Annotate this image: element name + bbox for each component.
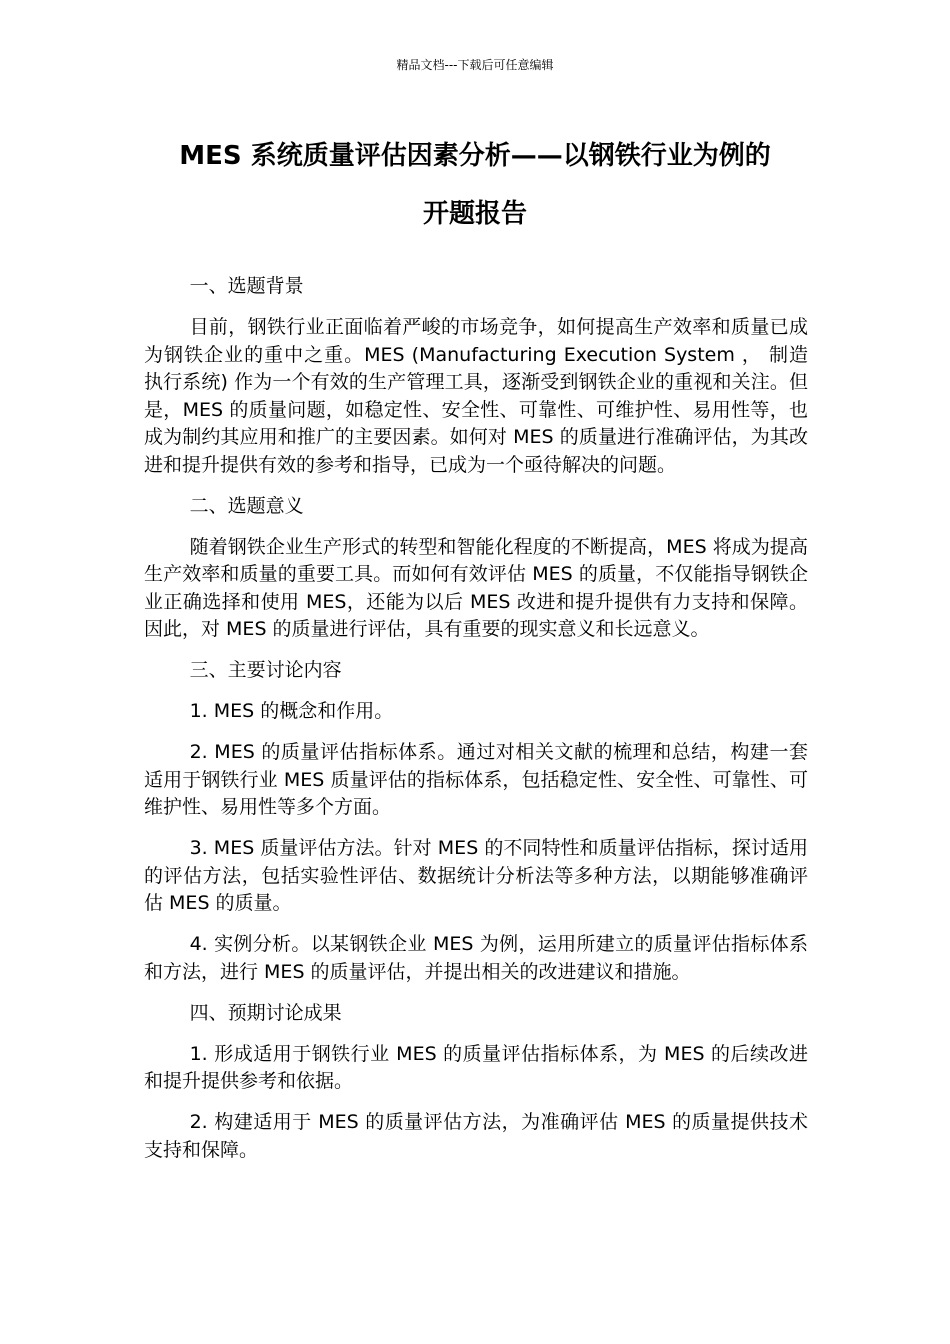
paragraph-background: 目前，钢铁行业正面临着严峻的市场竞争，如何提高生产效率和质量已成为钢铁企业的重中之重。MES (Manufacturing Execution System ， 制造执行系统) 作为一个有效的生产管理工具，逐渐受到钢铁企业的重视和关注。但是，MES 的质量问题，如稳定性、安全性、可靠性、可维护性、易用性等，也成为制约其应用和推广的主要因素。如何对 MES 的质量进行准确评估，为其改进和提升提供有效的参考和指导，已成为一个亟待解决的问题。 xyxy=(144,316,808,476)
section-heading-background: 一、选题背景 xyxy=(189,275,304,297)
document-title-line-1: MES 系统质量评估因素分析——以钢铁行业为例的 xyxy=(179,141,771,171)
section-heading-significance: 二、选题意义 xyxy=(189,494,304,517)
document-title-line-2: 开题报告 xyxy=(422,199,527,229)
content-item-2: 2. MES 的质量评估指标体系。通过对相关文献的梳理和总结，构建一套适用于钢铁行业 MES 质量评估的指标体系，包括稳定性、安全性、可靠性、可维护性、易用性等多个方面。 xyxy=(144,741,808,818)
content-item-4: 4. 实例分析。以某钢铁企业 MES 为例，运用所建立的质量评估指标体系和方法，进行 MES 的质量评估，并提出相关的改进建议和措施。 xyxy=(144,933,808,983)
content-item-3: 3. MES 质量评估方法。针对 MES 的不同特性和质量评估指标，探讨适用的评估方法，包括实验性评估、数据统计分析法等多种方法，以期能够准确评估 MES 的质量。 xyxy=(144,837,808,914)
result-item-1: 1. 形成适用于钢铁行业 MES 的质量评估指标体系，为 MES 的后续改进和提升提供参考和依据。 xyxy=(144,1042,808,1092)
section-heading-expected-results: 四、预期讨论成果 xyxy=(189,1001,342,1024)
header-note: 精品文档---下载后可任意编辑 xyxy=(396,58,554,72)
content-item-1: 1. MES 的概念和作用。 xyxy=(189,700,394,722)
document-body xyxy=(144,273,808,1178)
section-heading-main-content: 三、主要讨论内容 xyxy=(189,659,342,681)
paragraph-significance: 随着钢铁企业生产形式的转型和智能化程度的不断提高，MES 将成为提高生产效率和质量的重要工具。而如何有效评估 MES 的质量，不仅能指导钢铁企业正确选择和使用 MES，还能为以后 MES 改进和提升提供有力支持和保障。因此，对 MES 的质量进行评估，具有重要的现实意义和长远意义。 xyxy=(144,535,808,640)
result-item-2: 2. 构建适用于 MES 的质量评估方法，为准确评估 MES 的质量提供技术支持和保障。 xyxy=(144,1111,808,1161)
